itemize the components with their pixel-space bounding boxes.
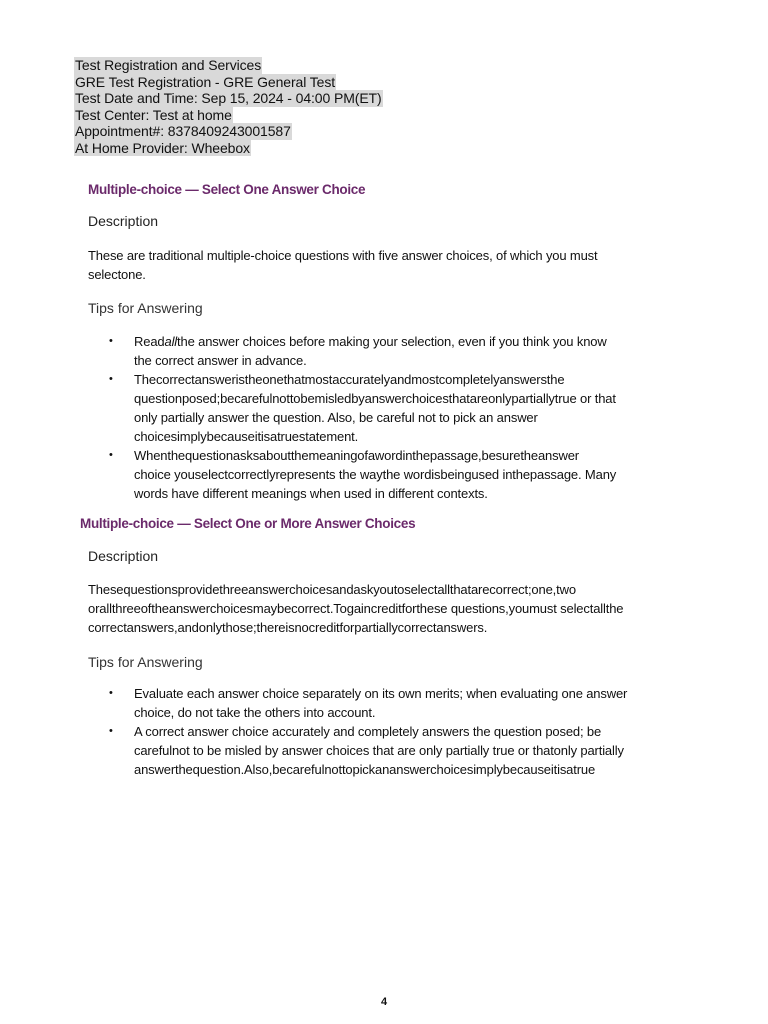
- section2-tips-list: [109, 684, 689, 779]
- header-line-1: Test Registration and Services: [75, 57, 262, 73]
- registration-header: [74, 57, 383, 156]
- bullet-icon: •: [109, 449, 113, 461]
- bullet-line: answerthequestion.Also,becarefulnottopickananswerchoicesimplybecauseitisatrue: [134, 762, 596, 777]
- bullet-icon: •: [109, 725, 113, 737]
- bullet-line: Readallthe answer choices before making your selection, even if you think you know: [134, 334, 607, 349]
- header-line-6: At Home Provider: Wheebox: [75, 139, 250, 156]
- section2-description-label: Description: [88, 548, 159, 564]
- bullet-line: Evaluate each answer choice separately on its own merits; when evaluating one answer: [134, 686, 628, 701]
- bullet-line: words have different meanings when used in different contexts.: [134, 486, 488, 501]
- header-line-5: Appointment#: 8378409243001587: [75, 123, 291, 139]
- bullet-line: the correct answer in advance.: [134, 353, 307, 368]
- section1-heading: Multiple-choice — Select One Answer Choice: [88, 182, 366, 197]
- bullet-line: Thecorrectansweristheonethatmostaccuratelyandmostcompletelyanswersthe: [134, 372, 565, 387]
- list-item: [109, 370, 616, 446]
- section2-tips-label: Tips for Answering: [88, 654, 203, 670]
- list-item: [109, 684, 689, 722]
- list-item: [109, 446, 616, 503]
- bullet-line: choicesimplybecauseitisatruestatement.: [134, 429, 359, 444]
- bullet-icon: •: [109, 687, 113, 699]
- bullet-icon: •: [109, 335, 113, 347]
- section1-description-label: Description: [88, 213, 159, 229]
- page-number: 4: [380, 996, 388, 1008]
- bullet-line: A correct answer choice accurately and completely answers the question posed; be: [134, 724, 602, 739]
- section2-description: [88, 580, 623, 637]
- section1-tips-label: Tips for Answering: [88, 300, 203, 316]
- section1-description-line: These are traditional multiple-choice questions with five answer choices, of which you must: [88, 248, 598, 263]
- bullet-line: questionposed;becarefulnottobemisledbyanswerchoicesthatareonlypartiallytrue or that: [134, 391, 616, 406]
- list-item: [109, 332, 616, 370]
- bullet-line: Whenthequestionasksaboutthemeaningofawordinthepassage,besuretheanswer: [134, 448, 579, 463]
- section1-description-line: selectone.: [88, 267, 146, 282]
- list-item: [109, 722, 689, 779]
- bullet-line: carefulnot to be misled by answer choices that are only partially true or thatonly partially: [134, 743, 624, 758]
- section2-description-line: orallthreeoftheanswerchoicesmaybecorrect.Togaincreditforthese questions,youmust selectallthe: [88, 601, 624, 616]
- section1-description: [88, 246, 598, 284]
- section1-tips-list: [109, 332, 616, 503]
- header-line-4: Test Center: Test at home: [75, 106, 232, 123]
- bullet-line: choice, do not take the others into account.: [134, 705, 376, 720]
- bullet-icon: •: [109, 373, 113, 385]
- section2-description-line: Thesequestionsprovidethreeanswerchoicesandaskyoutoselectallthatarecorrect;one,two: [88, 582, 576, 597]
- bullet-line: only partially answer the question. Also, be careful not to pick an answer: [134, 410, 538, 425]
- section2-description-line: correctanswers,andonlythose;thereisnocreditforpartiallycorrectanswers.: [88, 620, 488, 635]
- bullet-line: choice youselectcorrectlyrepresents the waythe wordisbeingused inthepassage. Many: [134, 467, 617, 482]
- section2-heading: Multiple-choice — Select One or More Answer Choices: [80, 516, 416, 531]
- header-line-2: GRE Test Registration - GRE General Test: [75, 73, 336, 90]
- header-line-3: Test Date and Time: Sep 15, 2024 - 04:00 PM(ET): [75, 90, 382, 106]
